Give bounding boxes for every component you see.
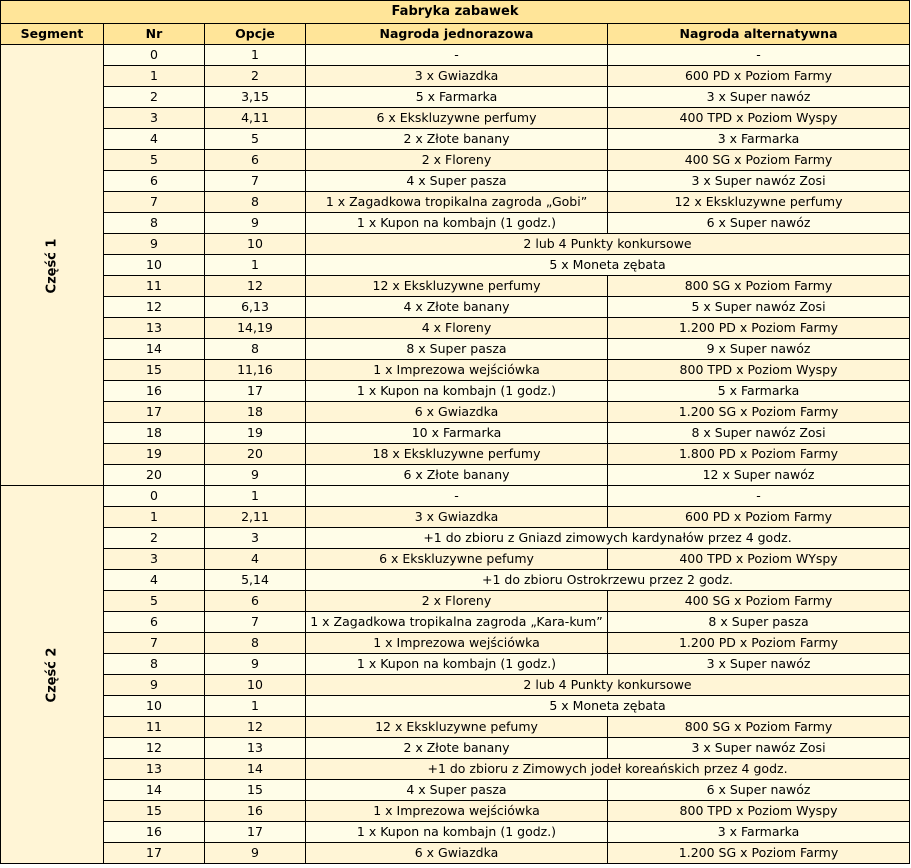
opcje-cell: 7: [205, 612, 306, 633]
opcje-cell: 5: [205, 129, 306, 150]
nr-cell: 6: [104, 171, 205, 192]
nr-cell: 2: [104, 87, 205, 108]
alternative-reward-cell: 600 PD x Poziom Farmy: [608, 507, 910, 528]
opcje-cell: 12: [205, 276, 306, 297]
opcje-cell: 17: [205, 381, 306, 402]
alternative-reward-cell: 6 x Super nawóz: [608, 213, 910, 234]
alternative-reward-cell: 1.200 PD x Poziom Farmy: [608, 318, 910, 339]
table-row: [1, 570, 910, 591]
opcje-cell: 9: [205, 843, 306, 864]
nr-cell: 6: [104, 612, 205, 633]
alternative-reward-cell: -: [608, 45, 910, 66]
opcje-cell: 14,19: [205, 318, 306, 339]
segment-cell: [1, 486, 104, 864]
opcje-cell: 3,15: [205, 87, 306, 108]
alternative-reward-cell: 3 x Super nawóz Zosi: [608, 738, 910, 759]
nr-cell: 20: [104, 465, 205, 486]
nr-cell: 5: [104, 150, 205, 171]
alternative-reward-cell: 3 x Super nawóz Zosi: [608, 171, 910, 192]
nr-cell: 12: [104, 738, 205, 759]
single-reward-cell: 3 x Gwiazdka: [306, 66, 608, 87]
single-reward-cell: 6 x Ekskluzywne pefumy: [306, 549, 608, 570]
merged-reward-cell: +1 do zbioru z Zimowych jodeł koreańskich przez 4 godz.: [306, 759, 910, 780]
segment-label: Część 1: [43, 238, 59, 293]
alternative-reward-cell: 6 x Super nawóz: [608, 780, 910, 801]
alternative-reward-cell: 12 x Super nawóz: [608, 465, 910, 486]
header-nagroda-jednorazowa: Nagroda jednorazowa: [306, 24, 608, 45]
opcje-cell: 1: [205, 45, 306, 66]
single-reward-cell: 12 x Ekskluzywne pefumy: [306, 717, 608, 738]
nr-cell: 0: [104, 45, 205, 66]
table-row: [1, 171, 910, 192]
opcje-cell: 17: [205, 822, 306, 843]
alternative-reward-cell: 5 x Super nawóz Zosi: [608, 297, 910, 318]
alternative-reward-cell: 600 PD x Poziom Farmy: [608, 66, 910, 87]
nr-cell: 9: [104, 675, 205, 696]
nr-cell: 0: [104, 486, 205, 507]
single-reward-cell: 1 x Zagadkowa tropikalna zagroda „Kara-kum”: [306, 612, 608, 633]
opcje-cell: 2: [205, 66, 306, 87]
table-row: [1, 801, 910, 822]
alternative-reward-cell: 800 TPD x Poziom Wyspy: [608, 801, 910, 822]
table-body: [1, 45, 910, 864]
single-reward-cell: 6 x Złote banany: [306, 465, 608, 486]
nr-cell: 17: [104, 402, 205, 423]
nr-cell: 5: [104, 591, 205, 612]
table-row: [1, 549, 910, 570]
nr-cell: 13: [104, 318, 205, 339]
alternative-reward-cell: 1.800 PD x Poziom Farmy: [608, 444, 910, 465]
opcje-cell: 6: [205, 150, 306, 171]
table-row: [1, 87, 910, 108]
nr-cell: 19: [104, 444, 205, 465]
merged-reward-cell: 5 x Moneta zębata: [306, 255, 910, 276]
alternative-reward-cell: 3 x Farmarka: [608, 822, 910, 843]
alternative-reward-cell: 3 x Farmarka: [608, 129, 910, 150]
single-reward-cell: 4 x Super pasza: [306, 171, 608, 192]
merged-reward-cell: +1 do zbioru z Gniazd zimowych kardynałów przez 4 godz.: [306, 528, 910, 549]
opcje-cell: 3: [205, 528, 306, 549]
single-reward-cell: 6 x Gwiazdka: [306, 843, 608, 864]
nr-cell: 11: [104, 276, 205, 297]
opcje-cell: 8: [205, 192, 306, 213]
single-reward-cell: 1 x Imprezowa wejściówka: [306, 801, 608, 822]
single-reward-cell: 1 x Kupon na kombajn (1 godz.): [306, 381, 608, 402]
single-reward-cell: -: [306, 45, 608, 66]
nr-cell: 3: [104, 549, 205, 570]
opcje-cell: 8: [205, 339, 306, 360]
alternative-reward-cell: 1.200 SG x Poziom Farmy: [608, 843, 910, 864]
table-row: [1, 780, 910, 801]
nr-cell: 1: [104, 507, 205, 528]
segment-label: Część 2: [43, 647, 59, 703]
nr-cell: 11: [104, 717, 205, 738]
alternative-reward-cell: 800 TPD x Poziom Wyspy: [608, 360, 910, 381]
table-row: [1, 507, 910, 528]
table-row: [1, 738, 910, 759]
opcje-cell: 9: [205, 213, 306, 234]
merged-reward-cell: 5 x Moneta zębata: [306, 696, 910, 717]
table-row: [1, 339, 910, 360]
single-reward-cell: -: [306, 486, 608, 507]
table-row: [1, 654, 910, 675]
table-row: [1, 255, 910, 276]
nr-cell: 10: [104, 696, 205, 717]
merged-reward-cell: 2 lub 4 Punkty konkursowe: [306, 234, 910, 255]
table-row: [1, 360, 910, 381]
alternative-reward-cell: 400 SG x Poziom Farmy: [608, 150, 910, 171]
nr-cell: 8: [104, 654, 205, 675]
table-row: [1, 234, 910, 255]
opcje-cell: 12: [205, 717, 306, 738]
opcje-cell: 14: [205, 759, 306, 780]
alternative-reward-cell: 9 x Super nawóz: [608, 339, 910, 360]
opcje-cell: 1: [205, 255, 306, 276]
nr-cell: 8: [104, 213, 205, 234]
single-reward-cell: 1 x Kupon na kombajn (1 godz.): [306, 654, 608, 675]
opcje-cell: 6,13: [205, 297, 306, 318]
table-row: [1, 423, 910, 444]
opcje-cell: 16: [205, 801, 306, 822]
alternative-reward-cell: 400 SG x Poziom Farmy: [608, 591, 910, 612]
table-row: [1, 465, 910, 486]
single-reward-cell: 2 x Floreny: [306, 150, 608, 171]
alternative-reward-cell: -: [608, 486, 910, 507]
opcje-cell: 7: [205, 171, 306, 192]
table-row: [1, 759, 910, 780]
single-reward-cell: 4 x Złote banany: [306, 297, 608, 318]
opcje-cell: 5,14: [205, 570, 306, 591]
single-reward-cell: 6 x Gwiazdka: [306, 402, 608, 423]
merged-reward-cell: 2 lub 4 Punkty konkursowe: [306, 675, 910, 696]
merged-reward-cell: +1 do zbioru Ostrokrzewu przez 2 godz.: [306, 570, 910, 591]
nr-cell: 9: [104, 234, 205, 255]
nr-cell: 16: [104, 381, 205, 402]
nr-cell: 7: [104, 192, 205, 213]
table-row: [1, 381, 910, 402]
header-segment: Segment: [1, 24, 104, 45]
opcje-cell: 2,11: [205, 507, 306, 528]
table-row: [1, 612, 910, 633]
opcje-cell: 4: [205, 549, 306, 570]
alternative-reward-cell: 1.200 SG x Poziom Farmy: [608, 402, 910, 423]
table-row: [1, 129, 910, 150]
single-reward-cell: 2 x Złote banany: [306, 129, 608, 150]
nr-cell: 3: [104, 108, 205, 129]
table-row: [1, 192, 910, 213]
table-row: [1, 318, 910, 339]
table-row: [1, 822, 910, 843]
nr-cell: 14: [104, 339, 205, 360]
single-reward-cell: 1 x Kupon na kombajn (1 godz.): [306, 822, 608, 843]
table-row: [1, 486, 910, 507]
table-row: [1, 213, 910, 234]
opcje-cell: 1: [205, 696, 306, 717]
opcje-cell: 13: [205, 738, 306, 759]
table-row: [1, 45, 910, 66]
opcje-cell: 4,11: [205, 108, 306, 129]
nr-cell: 17: [104, 843, 205, 864]
nr-cell: 10: [104, 255, 205, 276]
single-reward-cell: 5 x Farmarka: [306, 87, 608, 108]
opcje-cell: 19: [205, 423, 306, 444]
single-reward-cell: 3 x Gwiazdka: [306, 507, 608, 528]
nr-cell: 1: [104, 66, 205, 87]
single-reward-cell: 10 x Farmarka: [306, 423, 608, 444]
opcje-cell: 15: [205, 780, 306, 801]
table-row: [1, 717, 910, 738]
table-row: [1, 402, 910, 423]
single-reward-cell: 2 x Złote banany: [306, 738, 608, 759]
single-reward-cell: 18 x Ekskluzywne perfumy: [306, 444, 608, 465]
table-row: [1, 66, 910, 87]
table-row: [1, 297, 910, 318]
alternative-reward-cell: 400 TPD x Poziom Wyspy: [608, 108, 910, 129]
alternative-reward-cell: 12 x Ekskluzywne perfumy: [608, 192, 910, 213]
opcje-cell: 6: [205, 591, 306, 612]
opcje-cell: 10: [205, 675, 306, 696]
nr-cell: 4: [104, 570, 205, 591]
single-reward-cell: 1 x Zagadkowa tropikalna zagroda „Gobi”: [306, 192, 608, 213]
nr-cell: 13: [104, 759, 205, 780]
single-reward-cell: 4 x Floreny: [306, 318, 608, 339]
header-opcje: Opcje: [205, 24, 306, 45]
opcje-cell: 20: [205, 444, 306, 465]
single-reward-cell: 6 x Ekskluzywne perfumy: [306, 108, 608, 129]
nr-cell: 2: [104, 528, 205, 549]
alternative-reward-cell: 5 x Farmarka: [608, 381, 910, 402]
table-row: [1, 444, 910, 465]
alternative-reward-cell: 8 x Super nawóz Zosi: [608, 423, 910, 444]
segment-cell: [1, 45, 104, 486]
table-row: [1, 696, 910, 717]
single-reward-cell: 2 x Floreny: [306, 591, 608, 612]
alternative-reward-cell: 400 TPD x Poziom WYspy: [608, 549, 910, 570]
nr-cell: 7: [104, 633, 205, 654]
single-reward-cell: 1 x Imprezowa wejściówka: [306, 633, 608, 654]
alternative-reward-cell: 3 x Super nawóz: [608, 654, 910, 675]
opcje-cell: 9: [205, 654, 306, 675]
opcje-cell: 10: [205, 234, 306, 255]
table-row: [1, 150, 910, 171]
alternative-reward-cell: 1.200 PD x Poziom Farmy: [608, 633, 910, 654]
alternative-reward-cell: 3 x Super nawóz: [608, 87, 910, 108]
nr-cell: 12: [104, 297, 205, 318]
table-row: [1, 675, 910, 696]
single-reward-cell: 4 x Super pasza: [306, 780, 608, 801]
alternative-reward-cell: 800 SG x Poziom Farmy: [608, 276, 910, 297]
header-nagroda-alternatywna: Nagroda alternatywna: [608, 24, 910, 45]
header-nr: Nr: [104, 24, 205, 45]
nr-cell: 18: [104, 423, 205, 444]
single-reward-cell: 8 x Super pasza: [306, 339, 608, 360]
opcje-cell: 1: [205, 486, 306, 507]
single-reward-cell: 1 x Imprezowa wejściówka: [306, 360, 608, 381]
alternative-reward-cell: 8 x Super pasza: [608, 612, 910, 633]
table-row: [1, 276, 910, 297]
table-row: [1, 633, 910, 654]
alternative-reward-cell: 800 SG x Poziom Farmy: [608, 717, 910, 738]
nr-cell: 4: [104, 129, 205, 150]
table-row: [1, 843, 910, 864]
table-row: [1, 528, 910, 549]
table-title: Fabryka zabawek: [1, 1, 910, 24]
nr-cell: 15: [104, 360, 205, 381]
single-reward-cell: 12 x Ekskluzywne perfumy: [306, 276, 608, 297]
table-row: [1, 591, 910, 612]
nr-cell: 14: [104, 780, 205, 801]
opcje-cell: 8: [205, 633, 306, 654]
opcje-cell: 11,16: [205, 360, 306, 381]
opcje-cell: 18: [205, 402, 306, 423]
nr-cell: 16: [104, 822, 205, 843]
table-row: [1, 108, 910, 129]
opcje-cell: 9: [205, 465, 306, 486]
nr-cell: 15: [104, 801, 205, 822]
single-reward-cell: 1 x Kupon na kombajn (1 godz.): [306, 213, 608, 234]
